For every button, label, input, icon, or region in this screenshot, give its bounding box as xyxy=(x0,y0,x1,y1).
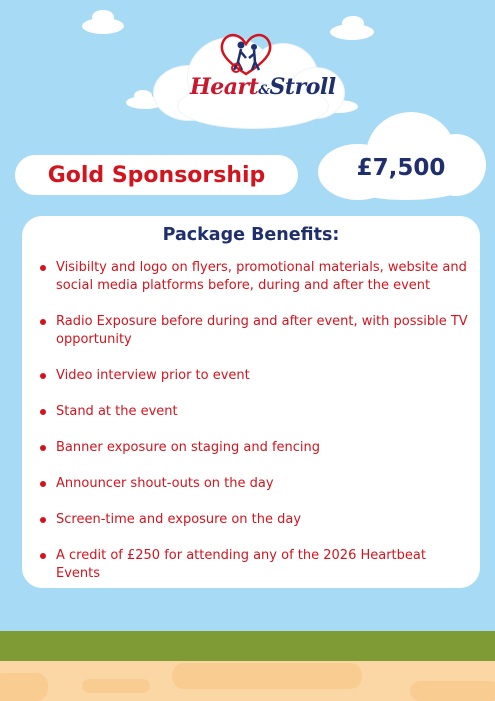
benefits-card xyxy=(22,216,480,588)
bullet-icon xyxy=(40,517,46,523)
benefit-item: Stand at the event xyxy=(38,403,472,421)
bullet-icon xyxy=(40,319,46,325)
benefit-item: Visibilty and logo on flyers, promotional materials, website and social media platforms before, during and after the event xyxy=(38,259,472,295)
bullet-icon xyxy=(40,265,46,271)
benefit-item: Radio Exposure before during and after event, with possible TV opportunity xyxy=(38,313,472,349)
grass-strip xyxy=(0,631,495,661)
cloud-decoration xyxy=(92,10,114,24)
bullet-icon xyxy=(40,445,46,451)
heart-logo-icon xyxy=(214,30,278,80)
benefit-item: Announcer shout-outs on the day xyxy=(38,475,472,493)
sand-strip xyxy=(0,661,495,701)
benefit-item: Banner exposure on staging and fencing xyxy=(38,439,472,457)
bullet-icon xyxy=(40,553,46,559)
benefits-heading: Package Benefits: xyxy=(162,225,340,245)
benefit-item: Video interview prior to event xyxy=(38,367,472,385)
bullet-icon xyxy=(40,409,46,415)
benefits-list xyxy=(38,259,472,583)
cloud-decoration xyxy=(342,16,364,30)
logo-wordmark: Heart&Stroll xyxy=(190,74,336,100)
benefit-item: A credit of £250 for attending any of the 2026 Heartbeat Events xyxy=(38,547,472,583)
sponsorship-title: Gold Sponsorship xyxy=(15,155,298,195)
benefit-item: Screen-time and exposure on the day xyxy=(38,511,472,529)
bullet-icon xyxy=(40,373,46,379)
bullet-icon xyxy=(40,481,46,487)
sponsorship-price: £7,500 xyxy=(356,155,446,181)
